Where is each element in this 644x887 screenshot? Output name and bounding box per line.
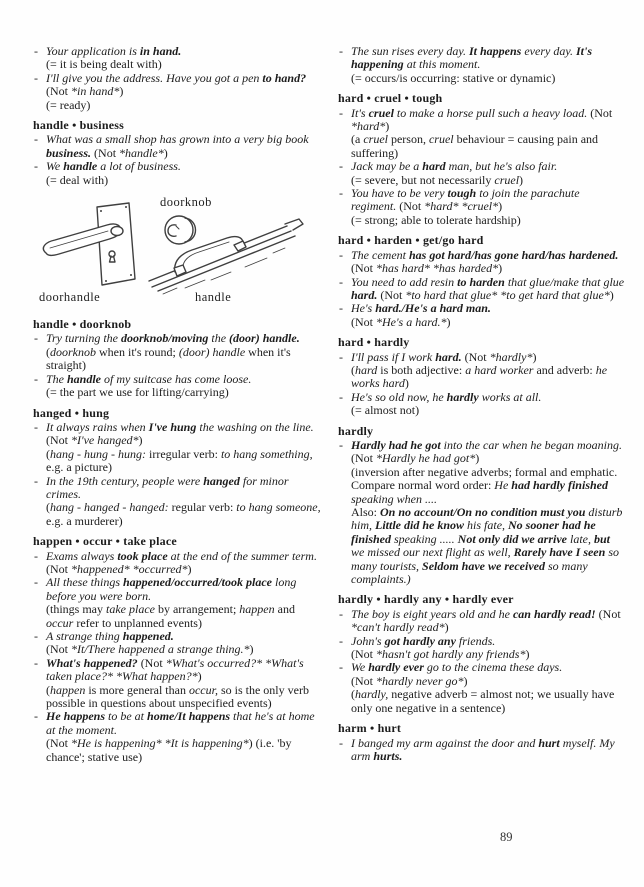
text-segment: ): [519, 172, 524, 187]
text-segment: It's: [351, 105, 369, 120]
text-segment: *hardly*: [489, 349, 533, 364]
dictionary-entry: [33, 405, 324, 529]
text-segment: to make a horse pull such a heavy load.: [393, 105, 591, 120]
text-segment: It's happening: [351, 44, 595, 72]
text-segment: ): [525, 647, 530, 662]
text-segment: hang - hanged - hanged:: [50, 500, 169, 515]
text-segment: *hard* *cruel*: [424, 199, 499, 214]
text-segment: (: [46, 446, 50, 461]
dash-bullet: -: [34, 159, 38, 174]
text-segment: ): [385, 119, 390, 134]
text-segment: You have to be very: [351, 186, 448, 201]
text-segment: ): [446, 314, 451, 329]
text-segment: myself. My arm: [351, 735, 618, 763]
text-segment: (things may: [46, 602, 106, 617]
text-segment: (: [46, 500, 50, 515]
text-segment: hang - hung - hung:: [50, 446, 146, 461]
text-segment: (= the part we use for lifting/carrying): [46, 385, 229, 400]
example-item: [338, 391, 626, 418]
dash-bullet: -: [34, 70, 38, 85]
text-segment: ): [404, 376, 409, 391]
entry-headword: handle • doorknob: [33, 317, 132, 332]
dash-bullet: -: [34, 629, 38, 643]
dash-bullet: -: [34, 331, 38, 346]
text-segment: ): [444, 620, 449, 635]
text-segment: to hang someone,: [236, 500, 321, 515]
text-segment: doorknob: [50, 344, 96, 359]
text-segment: has got hard/has gone hard/has hardened.: [408, 247, 619, 262]
text-segment: hard.: [435, 349, 462, 364]
text-segment: hard./He's a hard man.: [375, 301, 491, 316]
dash-bullet: -: [339, 349, 343, 364]
dictionary-entry: [33, 318, 321, 399]
example-item: [338, 351, 626, 391]
text-segment: hanged: [203, 473, 240, 488]
example-item: [338, 302, 626, 329]
dash-bullet: -: [34, 709, 38, 724]
entry-headword: hanged • hung: [33, 405, 110, 420]
text-segment: cruel: [428, 132, 454, 147]
text-segment: ): [475, 451, 480, 466]
dictionary-entry: [338, 593, 626, 715]
text-segment: handle: [63, 159, 98, 174]
text-segment: behaviour = causing pain and suffering): [351, 132, 602, 160]
text-segment: had hardly finished: [511, 478, 608, 493]
dictionary-entry: [338, 425, 626, 587]
text-segment: ): [498, 199, 503, 214]
text-segment: (Not: [351, 647, 376, 662]
text-segment: (: [351, 362, 355, 377]
example-item: [338, 107, 626, 161]
dash-bullet: -: [34, 575, 38, 590]
text-segment: so many tourists,: [351, 545, 622, 573]
text-segment: (Not: [46, 561, 71, 576]
text-segment: *to hard that glue* *to get hard that glue*: [405, 287, 610, 302]
text-segment: He's: [351, 301, 376, 316]
text-segment: every day.: [521, 44, 576, 58]
text-segment: (Not: [461, 349, 490, 364]
text-segment: ): [119, 84, 124, 99]
text-segment: go to the cinema these days.: [423, 660, 563, 675]
entry-headword: hard • cruel • tough: [338, 91, 443, 106]
entry-headword: hard • hardly: [338, 335, 410, 350]
dictionary-entry: [33, 45, 321, 112]
text-segment: occur: [46, 615, 74, 630]
text-segment: (= almost not): [351, 403, 420, 418]
text-segment: ) (i.e. 'by chance'; stative use): [46, 736, 295, 764]
entry-headword: hardly: [338, 423, 374, 438]
text-segment: The cement: [351, 247, 409, 262]
text-segment: He happens: [46, 709, 106, 724]
text-segment: ): [138, 433, 143, 448]
text-segment: speaking when ....: [351, 478, 611, 506]
left-column: [33, 44, 324, 764]
text-segment: It happens: [468, 44, 522, 58]
example-item: [338, 635, 626, 662]
text-segment: (= occurs/is occurring: stative or dynamic): [351, 70, 556, 85]
example-item: [33, 473, 324, 529]
text-segment: to hand?: [262, 70, 307, 85]
text-segment: Rarely have I seen: [513, 545, 606, 560]
text-segment: hard.: [351, 287, 378, 302]
text-segment: to join the parachute regiment.: [351, 186, 583, 214]
text-segment: We: [351, 660, 369, 675]
example-item: [33, 421, 321, 475]
doorknob-label: doorknob: [160, 195, 212, 210]
example-item: [338, 737, 626, 764]
text-segment: The boy is eight years old and he: [351, 606, 513, 621]
example-item: [33, 576, 321, 630]
dictionary-entry: [338, 336, 626, 417]
example-item: [33, 160, 321, 187]
text-segment: man, but he's also fair.: [445, 159, 558, 174]
text-segment: John's: [351, 633, 385, 648]
text-segment: (Not: [91, 145, 120, 160]
text-segment: ): [163, 145, 168, 160]
text-segment: In the 19th century, people were: [46, 473, 204, 488]
text-segment: e.g. a murderer): [46, 500, 324, 528]
entries-right: [338, 45, 626, 763]
dash-bullet: -: [339, 247, 343, 262]
example-item: [338, 187, 626, 227]
text-segment: It always rains when: [46, 419, 149, 434]
text-segment: take place: [106, 602, 155, 617]
text-segment: regular verb:: [168, 500, 237, 515]
text-segment: a hard worker: [465, 362, 534, 377]
text-segment: works at all.: [478, 389, 542, 404]
dash-bullet: -: [339, 105, 343, 120]
example-item: [33, 45, 321, 72]
text-segment: for minor crimes.: [46, 473, 292, 501]
entries-left-bottom: [33, 317, 324, 764]
page-number: 89: [500, 830, 513, 844]
text-segment: What's happened?: [46, 655, 138, 670]
text-segment: You need to add resin: [351, 274, 458, 289]
example-item: [338, 249, 626, 276]
text-segment: hardly,: [355, 687, 389, 702]
text-segment: *happened* *occurred*: [71, 561, 188, 576]
entry-headword: hard • harden • get/go hard: [338, 233, 484, 248]
text-segment: No sooner had he finished: [351, 518, 599, 546]
text-segment: so many complaints.): [351, 558, 591, 587]
doorhandle-drawing: [43, 203, 135, 285]
text-segment: He's so old now, he: [351, 389, 447, 404]
two-column-layout: [33, 45, 626, 764]
text-segment: occur,: [188, 682, 218, 697]
dash-bullet: -: [34, 44, 38, 58]
text-segment: long before you were born.: [46, 575, 300, 603]
text-segment: that he's at home at the moment.: [46, 709, 318, 737]
text-segment: *He is happening* *It is happening*: [71, 736, 249, 751]
dictionary-entry: [338, 722, 626, 763]
text-segment: (= it is being dealt with): [46, 57, 162, 72]
text-segment: ): [249, 642, 254, 657]
text-segment: hard: [422, 159, 446, 174]
dash-bullet: -: [339, 274, 343, 289]
text-segment: happened/occurred/took place: [123, 575, 272, 590]
text-segment: ): [187, 561, 192, 576]
entry-headword: handle • business: [33, 118, 124, 133]
text-segment: The sun rises every day.: [351, 44, 469, 58]
text-segment: and adverb:: [533, 362, 596, 377]
text-segment: *hard*: [351, 119, 386, 134]
text-segment: got hardly any: [384, 633, 456, 648]
example-item: [338, 608, 626, 635]
text-segment: *handle*: [119, 145, 164, 160]
text-segment: happen: [50, 682, 86, 697]
text-segment: Seldom have we received: [422, 558, 545, 573]
text-segment: (: [351, 687, 355, 702]
dash-bullet: -: [339, 44, 343, 58]
text-segment: e.g. a picture): [46, 446, 316, 475]
example-item: [338, 160, 626, 187]
text-segment: Try turning the: [46, 331, 122, 346]
text-segment: ): [498, 261, 503, 276]
dash-bullet: -: [339, 301, 343, 316]
text-segment: cruel: [363, 132, 388, 147]
text-segment: late,: [567, 531, 594, 546]
text-segment: home/It happens: [147, 709, 231, 724]
text-segment: (Not: [595, 606, 624, 621]
text-segment: (= ready): [46, 97, 91, 112]
text-segment: (= deal with): [46, 172, 109, 187]
text-segment: The: [46, 371, 67, 386]
text-segment: (inversion after negative adverbs; formal and emphatic. Compare normal word order:: [351, 464, 621, 493]
example-item: [338, 276, 626, 303]
text-segment: cruel: [494, 172, 520, 187]
text-segment: *He's a hard.*: [376, 314, 447, 329]
example-item: [33, 630, 321, 657]
text-segment: (Not: [399, 199, 425, 214]
text-segment: ): [609, 287, 614, 302]
text-segment: A strange thing: [46, 629, 123, 643]
text-segment: by arrangement;: [154, 602, 240, 617]
text-segment: I'll give you the address. Have you got a pen: [46, 70, 263, 85]
dictionary-entry: [338, 45, 626, 85]
text-segment: business.: [46, 145, 92, 160]
illustration-figure: [33, 193, 321, 311]
text-segment: (door) handle.: [229, 331, 300, 346]
text-segment: (door) handle: [178, 344, 246, 359]
dash-bullet: -: [339, 186, 343, 201]
dash-bullet: -: [339, 389, 343, 404]
text-segment: Hardly had he got: [351, 437, 441, 452]
text-segment: at this moment.: [403, 57, 481, 72]
dictionary-entry: [33, 535, 321, 764]
dash-bullet: -: [339, 660, 343, 675]
text-segment: ): [197, 669, 202, 684]
text-segment: when it's straight): [46, 344, 294, 373]
dictionary-entry: [338, 234, 626, 329]
text-segment: (a: [351, 132, 364, 147]
text-segment: (Not: [46, 433, 71, 448]
text-segment: I've hung: [148, 419, 197, 434]
text-segment: I'll pass if I work: [351, 349, 436, 364]
text-segment: Your application is: [46, 44, 140, 58]
text-segment: to be at: [105, 709, 148, 724]
text-segment: (= strong; able to tolerate hardship): [351, 212, 521, 227]
dictionary-entry: [338, 92, 626, 227]
entry-headword: happen • occur • take place: [33, 534, 177, 549]
text-segment: hurt: [538, 735, 560, 750]
text-segment: is both adjective:: [377, 362, 466, 377]
doorknob-drawing: [165, 216, 196, 244]
dash-bullet: -: [339, 735, 343, 750]
text-segment: *can't hardly read*: [351, 620, 445, 635]
text-segment: All these things: [46, 575, 123, 590]
text-segment: person,: [387, 132, 429, 147]
dash-bullet: -: [339, 633, 343, 648]
text-segment: he works hard: [351, 362, 611, 391]
handle-label: handle: [195, 290, 232, 305]
text-segment: doorknob/moving: [121, 331, 209, 346]
example-item: [338, 661, 626, 715]
text-segment: I banged my arm against the door and: [351, 735, 539, 750]
text-segment: that glue/make that glue: [504, 274, 628, 289]
text-segment: negative adverb = almost not; we usually have only one negative in a sentence): [351, 687, 618, 715]
text-segment: and: [274, 602, 298, 617]
text-segment: *What's occurred?* *What's taken place?* *What happen?*: [46, 655, 307, 684]
text-segment: *Hardly he had got*: [376, 451, 476, 466]
entry-headword: harm • hurt: [338, 721, 402, 736]
text-segment: happened.: [122, 629, 174, 643]
text-segment: irregular verb:: [146, 446, 221, 461]
text-segment: is more general than: [85, 682, 189, 697]
text-segment: (Not: [590, 105, 616, 120]
text-segment: *hasn't got hardly any friends*: [376, 647, 526, 662]
text-segment: (: [46, 682, 50, 697]
text-segment: On no account/On no condition must you: [380, 505, 586, 519]
text-segment: tough: [447, 186, 477, 201]
dictionary-entry: [33, 119, 321, 187]
dash-bullet: -: [34, 548, 38, 563]
text-segment: refer to unplanned events): [73, 615, 202, 630]
text-segment: so is the only verb possible in questions about unspecified events): [46, 682, 312, 711]
example-item: [33, 657, 321, 711]
example-item: [33, 133, 321, 160]
text-segment: Jack may be a: [351, 159, 423, 174]
text-segment: He: [494, 478, 512, 493]
dash-bullet: -: [339, 159, 343, 174]
text-segment: hardly: [446, 389, 479, 404]
text-segment: (Not: [46, 70, 310, 99]
doorhandle-label: doorhandle: [39, 290, 101, 305]
dash-bullet: -: [339, 606, 343, 621]
text-segment: (= severe, but not necessarily: [351, 172, 495, 187]
text-segment: his fate,: [464, 518, 509, 533]
text-segment: took place: [117, 548, 168, 563]
text-segment: ): [463, 673, 468, 688]
dash-bullet: -: [34, 655, 38, 670]
example-item: [338, 45, 626, 85]
text-segment: hardly ever: [368, 660, 424, 675]
text-segment: (Not: [351, 673, 376, 688]
text-segment: Exams always: [46, 548, 118, 563]
text-segment: (Not: [46, 642, 71, 657]
text-segment: We: [46, 159, 64, 174]
text-segment: cruel: [368, 105, 394, 120]
text-segment: at the end of the summer term.: [167, 548, 320, 563]
text-segment: *It/There happened a strange thing.*: [71, 642, 250, 657]
text-segment: *I've hanged*: [71, 433, 139, 448]
text-segment: (Not: [137, 655, 166, 670]
text-segment: when it's round;: [96, 344, 179, 359]
text-segment: Little did he know: [375, 518, 465, 533]
text-segment: but: [594, 531, 611, 546]
text-segment: handle: [67, 371, 102, 386]
entries-left-top: [33, 45, 321, 187]
dash-bullet: -: [34, 419, 38, 434]
text-segment: the washing on the line.: [196, 419, 317, 434]
text-segment: speaking .....: [391, 531, 458, 546]
text-segment: a lot of business.: [97, 159, 181, 174]
text-segment: (: [46, 344, 50, 359]
text-segment: can hardly read!: [512, 606, 596, 621]
example-item: [33, 710, 321, 764]
text-segment: Not only did we arrive: [457, 531, 567, 546]
text-segment: (Not: [351, 451, 376, 466]
text-segment: the: [208, 331, 230, 346]
text-segment: disturb him,: [351, 505, 626, 533]
text-segment: (Not: [46, 736, 71, 751]
text-segment: happen: [239, 602, 275, 617]
example-item: [33, 72, 321, 112]
text-segment: we missed our next flight as well,: [351, 531, 614, 560]
right-column: [338, 45, 626, 764]
text-segment: (Not: [351, 247, 622, 276]
text-segment: hurts.: [373, 748, 403, 763]
dash-bullet: -: [339, 437, 343, 452]
dash-bullet: -: [34, 371, 38, 386]
example-item: [33, 373, 321, 400]
dash-bullet: -: [34, 132, 38, 147]
text-segment: *in hand*: [71, 84, 120, 99]
text-segment: friends.: [455, 633, 496, 648]
dash-bullet: -: [34, 473, 38, 488]
example-item: [33, 332, 321, 372]
text-segment: (Not: [377, 287, 406, 302]
text-segment: of my suitcase has come loose.: [101, 371, 252, 386]
text-segment: *hardly never go*: [376, 673, 464, 688]
text-segment: (Not: [351, 314, 376, 329]
text-segment: *has hard* *has harded*: [376, 261, 499, 276]
example-item: [33, 550, 321, 577]
text-segment: to hang something,: [220, 446, 313, 461]
text-segment: into the car when he began moaning.: [440, 437, 625, 452]
text-segment: hard: [355, 362, 378, 377]
text-segment: Also:: [351, 505, 381, 519]
example-item: [338, 439, 626, 586]
text-segment: What was a small shop has grown into a very big book: [46, 132, 312, 147]
entry-headword: hardly • hardly any • hardly ever: [338, 592, 514, 607]
text-segment: to harden: [457, 274, 505, 289]
text-segment: ): [532, 349, 537, 364]
text-segment: in hand.: [139, 44, 182, 58]
